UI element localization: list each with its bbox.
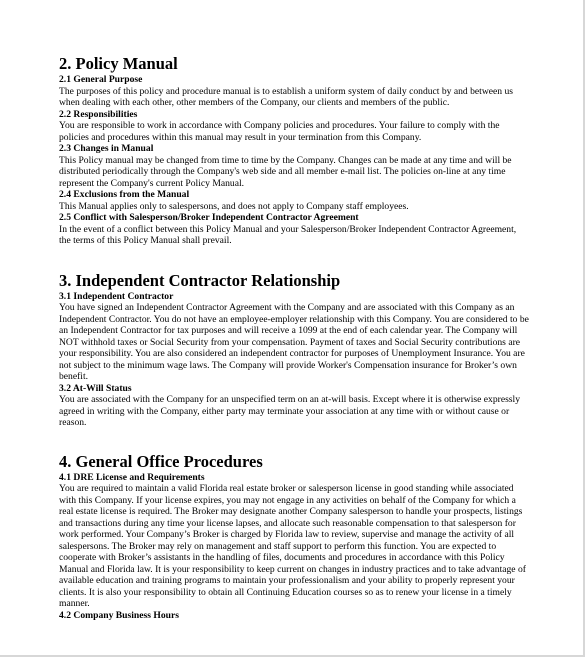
section-title: 2. Policy Manual (59, 54, 178, 73)
subsection-heading: 3.1 Independent Contractor (59, 290, 174, 302)
subsection-text: This Policy manual may be changed from time to time by the Company. Changes can be made at any time and will be distributed periodically through the Company's web side and all member e-mail list. The policies on-line at any time represent the Company's current Policy Manual. (59, 154, 512, 189)
subsection-text: The purposes of this policy and procedure manual is to establish a uniform system of daily conduct by and between us when dealing with each other, other members of the Company, our clients and members of the public. (59, 85, 513, 108)
subsection-heading: 2.2 Responsibilities (59, 108, 138, 120)
subsection-heading: 3.2 At-Will Status (59, 382, 132, 394)
section-spacer (59, 247, 529, 271)
section-independent-contractor (59, 271, 529, 429)
subsection-heading: 2.1 General Purpose (59, 74, 143, 85)
section-policy-manual (59, 54, 529, 247)
section-spacer (59, 429, 529, 452)
subsection-heading: 4.2 Company Business Hours (59, 609, 179, 621)
subsection-text: You are associated with the Company for an unspecified term on an at-will basis. Except where it is otherwise expressly agreed in writing with the Company, either party may terminate your association at any time with or without cause or reason. (59, 394, 521, 428)
subsection-heading: 2.3 Changes in Manual (59, 143, 154, 154)
subsection-heading: 4.1 DRE License and Requirements (59, 471, 205, 483)
section-title: 4. General Office Procedures (59, 451, 263, 471)
subsection-heading: 2.5 Conflict with Salesperson/Broker Independent Contractor Agreement (59, 212, 359, 223)
document-body (59, 54, 529, 621)
subsection-text: You are required to maintain a valid Florida real estate broker or salesperson license in good standing while associated with this Company. If your license expires, you may not engage in any activities on behalf of the Company for which a real estate license is required. The Broker may designate another Company salesperson to handle your prospects, listings and transactions during any time your license lapses, and allocate such reasonable compensation to that salesperson for work performed. Your Company’s Broker is charged by Florida law to review, supervise and manage the activity of all salespersons. The Broker may rely on management and staff support to perform this function. You are expected to cooperate with Broker’s assistants in the handling of files, documents and procedures in accordance with this Policy Manual and Florida law. It is your responsibility to keep current on changes in industry practices and to take advantage of available education and training programs to maintain your professionalism and your ability to properly represent your clients. It is also your responsibility to obtain all Continuing Education courses so as to renew your license in a timely manner. (59, 483, 526, 609)
subsection-text: In the event of a conflict between this Policy Manual and your Salesperson/Broker Independent Contractor Agreement, the terms of this Policy Manual shall prevail. (59, 223, 517, 246)
section-title: 3. Independent Contractor Relationship (59, 270, 341, 290)
subsection-heading: 2.4 Exclusions from the Manual (59, 189, 190, 200)
section-general-office-procedures (59, 452, 529, 622)
subsection-text: This Manual applies only to salespersons, and does not apply to Company staff employees. (59, 200, 409, 212)
subsection-text: You are responsible to work in accordance with Company policies and procedures. Your failure to comply with the policies and procedures within this manual may result in your termination from this Company. (59, 120, 500, 143)
subsection-text: You have signed an Independent Contractor Agreement with the Company and are associated with this Company as an Independent Contractor. You do not have an employee-employer relationship with this Company. You are considered to be an Independent Contractor for tax purposes and will receive a 1099 at the end of each calendar year. The Company will NOT withhold taxes or Social Security from your compensation. Payment of taxes and Social Security contributions are your responsibility. You are also considered an independent contractor for purposes of Unemployment Insurance. You are not subject to the minimum wage laws. The Company will provide Worker's Compensation insurance for Broker’s own benefit. (59, 302, 529, 382)
